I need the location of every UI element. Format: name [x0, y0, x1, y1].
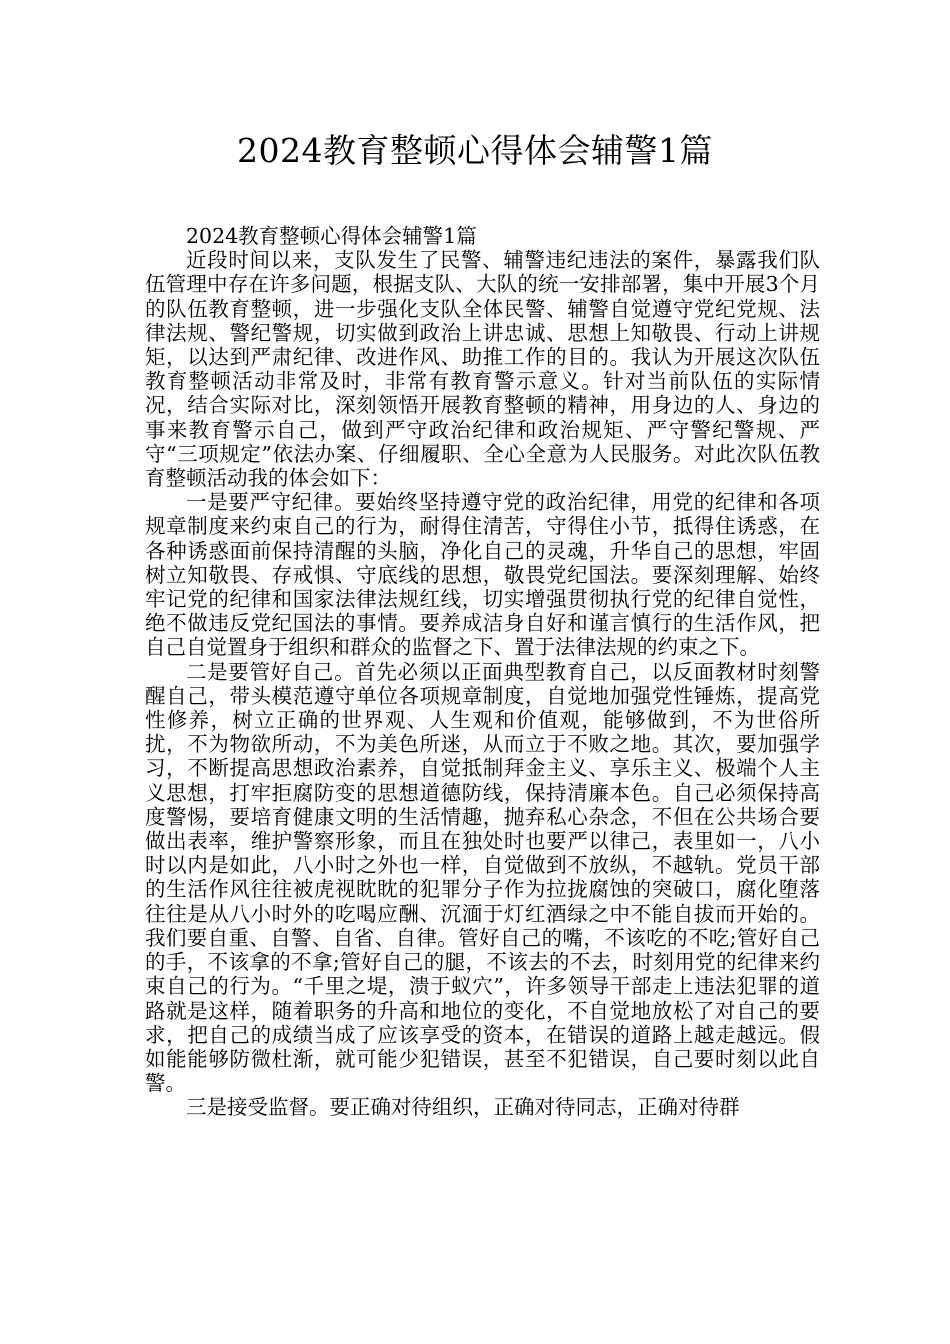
paragraph-intro: 近段时间以来，支队发生了民警、辅警违纪违法的案件，暴露我们队伍管理中存在许多问题，根据支队、大队的统一安排部署，集中开展3个月的队伍教育整顿，进一步强化支队全体民警、辅警自觉遵守党纪党规、法律法规、警纪警规，切实做到政治上讲忠诚、思想上知敬畏、行动上讲规矩，以达到严肃纪律、改进作风、助推工作的目的。我认为开展这次队伍教育整顿活动非常及时，非常有教育警示意义。针对当前队伍的实际情况，结合实际对比，深刻领悟开展教育整顿的精神，用身边的人、身边的事来教育警示自己，做到严守政治纪律和政治规矩、严守警纪警规、严守“三项规定”依法办案、仔细履职、全心全意为人民服务。对此次队伍教育整顿活动我的体会如下： [145, 248, 820, 491]
paragraph-supervision: 三是接受监督。要正确对待组织，正确对待同志，正确对待群 [186, 1095, 740, 1120]
paragraph-self-management: 二是要管好自己。首先必须以正面典型教育自己，以反面教材时刻警醒自己，带头模范遵守单位各项规章制度，自觉地加强党性锤炼，提高党性修养，树立正确的世界观、人生观和价值观，能够做到，不为世俗所扰，不为物欲所动，不为美色所迷，从而立于不败之地。其次，要加强学习，不断提高思想政治素养，自觉抵制拜金主义、享乐主义、极端个人主义思想，打牢拒腐防变的思想道德防线，保持清廉本色。自己必须保持高度警惕，要培育健康文明的生活情趣，抛弃私心杂念，不但在公共场合要做出表率，维护警察形象，而且在独处时也要严以律己，表里如一，八小时以内是如此，八小时之外也一样，自觉做到不放纵，不越轨。党员干部的生活作风往往被虎视眈眈的犯罪分子作为拉拢腐蚀的突破口，腐化堕落往往是从八小时外的吃喝应酬、沉湎于灯红酒绿之中不能自拔而开始的。我们要自重、自警、自省、自律。管好自己的嘴，不该吃的不吃;管好自己的手，不该拿的不拿;管好自己的腿，不该去的不去，时刻用党的纪律来约束自己的行为。“千里之堤，溃于蚁穴”，许多领导干部走上违法犯罪的道路就是这样，随着职务的升高和地位的变化，不自觉地放松了对自己的要求，把自己的成绩当成了应该享受的资本，在错误的道路上越走越远。假如能能够防微杜渐，就可能少犯错误，甚至不犯错误，自己要时刻以此自警。 [145, 659, 820, 1096]
document-title: 2024教育整顿心得体会辅警1篇 [237, 131, 713, 170]
paragraph-discipline: 一是要严守纪律。要始终坚持遵守党的政治纪律，用党的纪律和各项规章制度来约束自己的行为，耐得住清苦，守得住小节，抵得住诱惑，在各种诱惑面前保持清醒的头脑，净化自己的灵魂，升华自己的思想，牢固树立知敬畏、存戒惧、守底线的思想，敬畏党纪国法。要深刻理解、始终牢记党的纪律和国家法律法规红线，切实增强贯彻执行党的纪律自觉性，绝不做违反党纪国法的事情。要养成洁身自好和谨言慎行的生活作风，把自己自觉置身于组织和群众的监督之下、置于法律法规的约束之下。 [145, 490, 820, 660]
document-body [145, 224, 820, 1120]
paragraph-subtitle: 2024教育整顿心得体会辅警1篇 [186, 224, 477, 248]
